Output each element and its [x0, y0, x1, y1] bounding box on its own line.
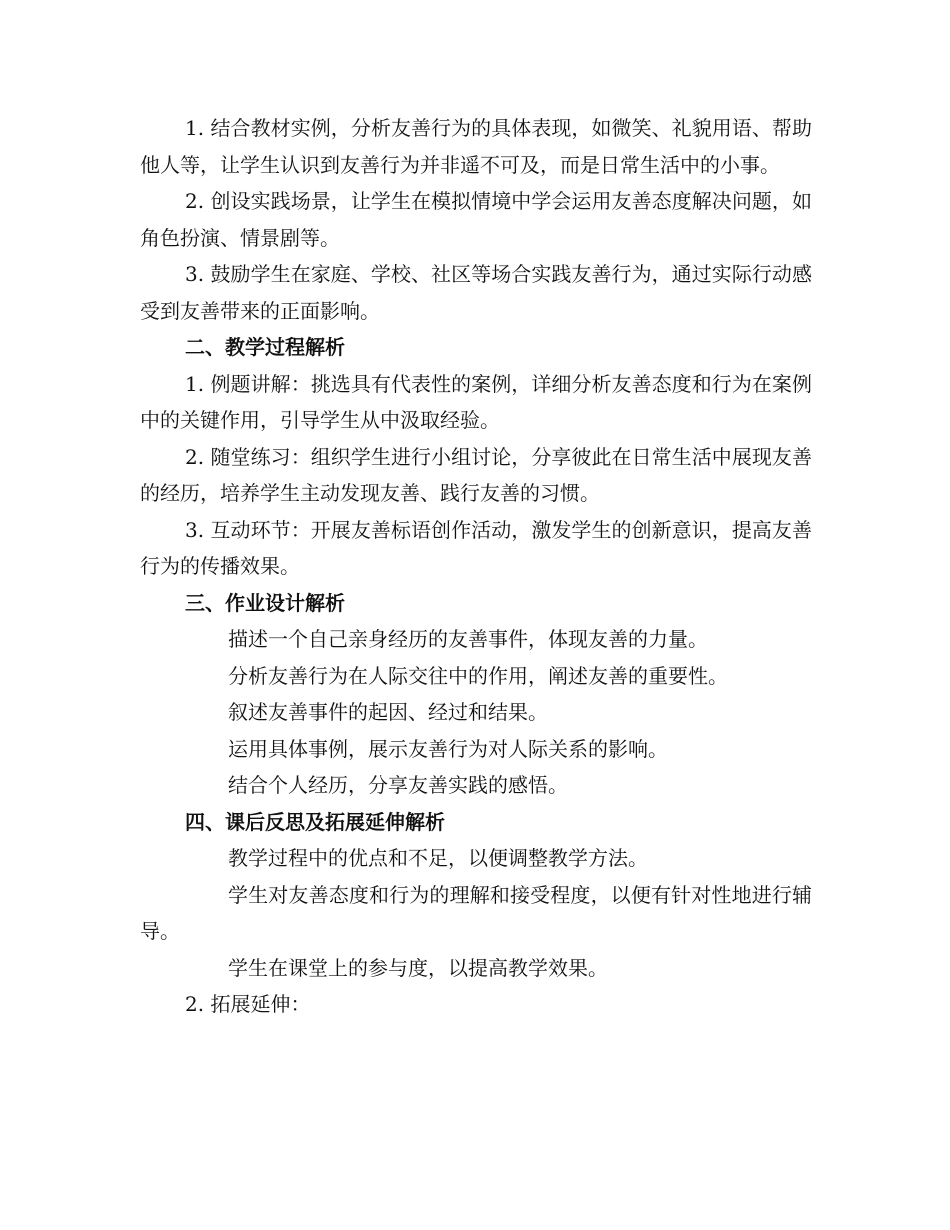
- homework-item-3: 叙述友善事件的起因、经过和结果。: [228, 700, 548, 724]
- homework-item-5: 结合个人经历，分享友善实践的感悟。: [228, 773, 568, 797]
- homework-item-1: 描述一个自己亲身经历的友善事件，体现友善的力量。: [228, 627, 708, 651]
- process-item-1: 1. 例题讲解：挑选具有代表性的案例，详细分析友善态度和行为在案例中的关键作用，引导学生从中汲取经验。: [140, 371, 812, 432]
- process-item-2: 2. 随堂练习：组织学生进行小组讨论，分享彼此在日常生活中展现友善的经历，培养学生主动发现友善、践行友善的习惯。: [140, 444, 812, 505]
- objective-item-2: 2. 创设实践场景，让学生在模拟情境中学会运用友善态度解决问题，如角色扮演、情景剧等。: [140, 189, 812, 250]
- section-heading-homework-design: 三、作业设计解析: [185, 590, 345, 615]
- homework-item-4: 运用具体事例，展示友善行为对人际关系的影响。: [228, 736, 668, 761]
- reflection-item-1: 教学过程中的优点和不足，以便调整教学方法。: [228, 846, 648, 870]
- reflection-item-2: 学生对友善态度和行为的理解和接受程度，以便有针对性地进行辅导。: [140, 882, 812, 943]
- objective-item-1: 1. 结合教材实例，分析友善行为的具体表现，如微笑、礼貌用语、帮助他人等，让学生认识到友善行为并非遥不可及，而是日常生活中的小事。: [140, 116, 812, 177]
- document-body: [140, 110, 812, 1023]
- extension-item: 2. 拓展延伸：: [185, 992, 311, 1016]
- section-heading-reflection-extension: 四、课后反思及拓展延伸解析: [185, 809, 445, 834]
- process-item-3: 3. 互动环节：开展友善标语创作活动，激发学生的创新意识，提高友善行为的传播效果。: [140, 517, 812, 578]
- objective-item-3: 3. 鼓励学生在家庭、学校、社区等场合实践友善行为，通过实际行动感受到友善带来的正面影响。: [140, 262, 812, 323]
- reflection-item-3: 学生在课堂上的参与度，以提高教学效果。: [228, 955, 608, 980]
- section-heading-teaching-process: 二、教学过程解析: [185, 335, 345, 359]
- homework-item-2: 分析友善行为在人际交往中的作用，阐述友善的重要性。: [228, 663, 728, 688]
